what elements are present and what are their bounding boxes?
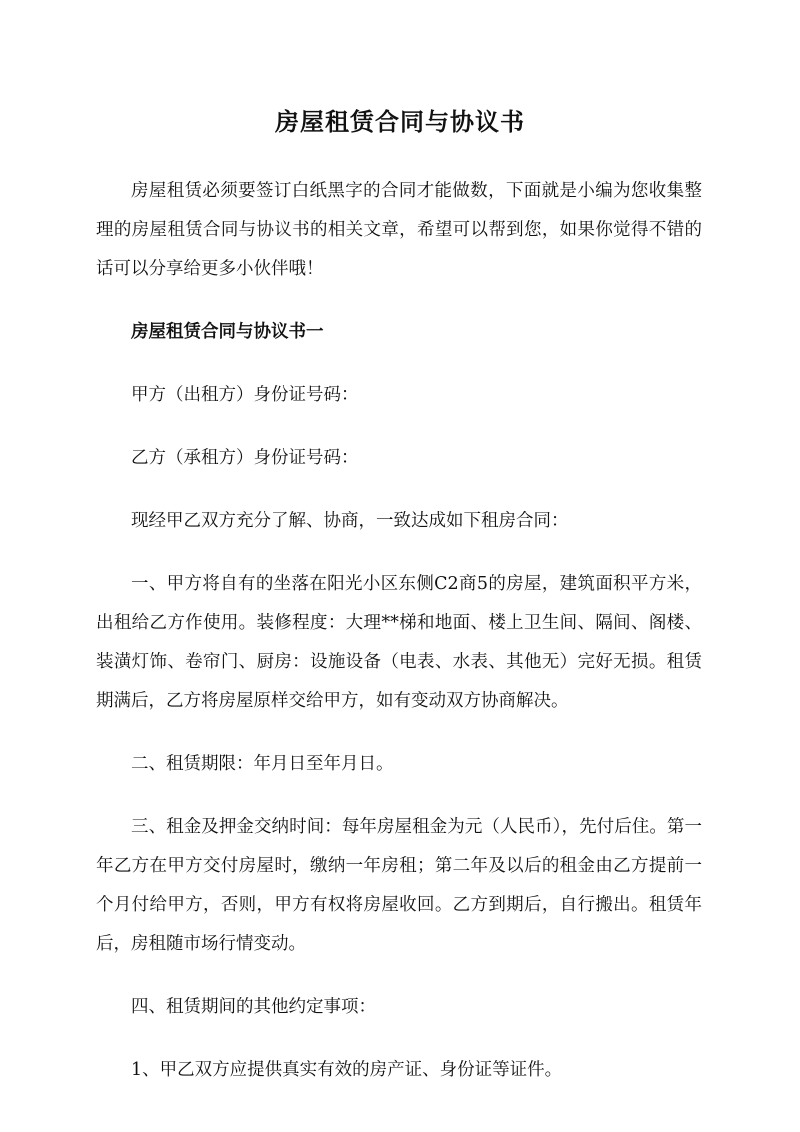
document-title: 房屋租赁合同与协议书 [275,107,525,136]
agreement-preamble: 现经甲乙双方充分了解、协商，一致达成如下租房合同： [131,511,569,531]
clause-3: 三、租金及押金交纳时间：每年房屋租金为元（人民币），先付后住。第一年乙方在甲方交付房屋时，缴纳一年房租；第二年及以后的租金由乙方提前一个月付给甲方，否则，甲方有权将房屋收回。乙方到期后，自行搬出。租赁年后，房租随市场行情变动。 [96,817,702,954]
clause-4-item-1: 1、甲乙双方应提供真实有效的房产证、身份证等证件。 [131,1060,563,1080]
party-a-line: 甲方（出租方）身份证号码： [131,385,359,405]
intro-paragraph: 房屋租赁必须要签订白纸黑字的合同才能做数，下面就是小编为您收集整理的房屋租赁合同与协议书的相关文章，希望可以帮到您，如果你觉得不错的话可以分享给更多小伙伴哦！ [96,181,702,279]
clause-2: 二、租赁期限：年月日至年月日。 [131,754,394,774]
party-b-line: 乙方（承租方）身份证号码： [131,448,359,468]
document-body [96,172,702,1114]
clause-4: 四、租赁期间的其他约定事项： [131,997,376,1017]
clause-1: 一、甲方将自有的坐落在阳光小区东侧C2商5的房屋，建筑面积平方米，出租给乙方作使用。装修程度：大理**梯和地面、楼上卫生间、隔间、阁楼、装潢灯饰、卷帘门、厨房：设施设备（电表、水表、其他无）完好无损。租赁期满后，乙方将房屋原样交给甲方，如有变动双方协商解决。 [96,574,702,711]
section-heading: 房屋租赁合同与协议书一 [131,322,324,342]
